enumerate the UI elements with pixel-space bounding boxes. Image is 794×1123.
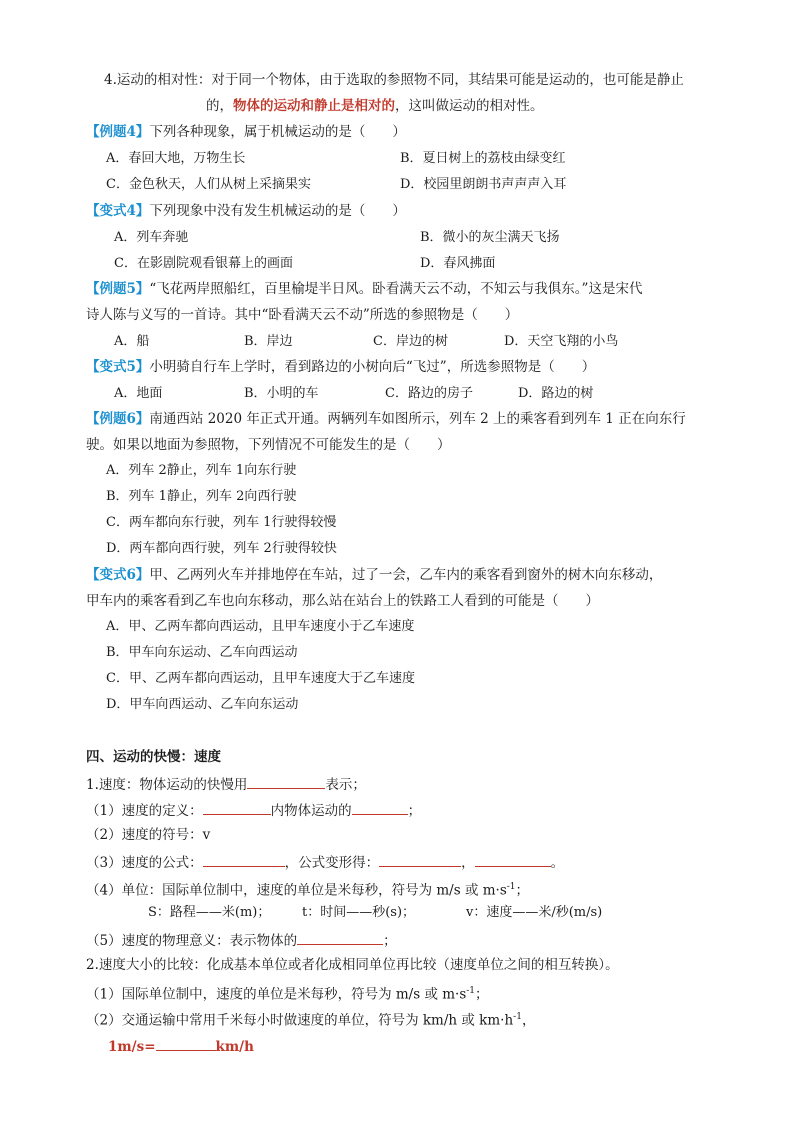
example-5-text-1: “飞花两岸照船红，百里榆堤半日风。卧看满天云不动，不知云与我俱东。”这是宋代 (149, 281, 643, 297)
example-4-option-a: A．春回大地，万物生长 (106, 151, 246, 166)
example-4-option-d: D．校园里朗朗书声声声入耳 (400, 177, 567, 192)
example-6-question-line-1 (86, 410, 686, 428)
example-5-option-c: C．岸边的树 (373, 334, 448, 349)
blank-conversion (156, 1036, 216, 1051)
variant-5-option-a: A．地面 (114, 386, 163, 401)
variant-4-option-c: C．在影剧院观看银幕上的画面 (114, 256, 293, 271)
example-4-question (86, 123, 406, 141)
unit-conversion-line (108, 1036, 254, 1056)
variant-4-text: 下列现象中没有发生机械运动的是（ ） (149, 203, 406, 219)
example-6-option-c: C．两车都向东行驶，列车 1行驶得较慢 (106, 515, 337, 530)
example-4-tag: 【例题4】 (86, 124, 150, 140)
variant-6-option-a: A．甲、乙两车都向西运动，且甲车速度小于乙车速度 (106, 619, 415, 634)
variant-6-question-line-2: 甲车内的乘客看到乙车也向东移动，那么站在站台上的铁路工人看到的可能是（ ） (86, 593, 599, 609)
speed-line-2b: 内物体运动的 (270, 803, 352, 819)
symbol-t-definition: t：时间——秒(s)； (302, 905, 416, 920)
variant-4-question (86, 202, 406, 220)
relativity-line-1 (104, 71, 684, 89)
speed-line-5-superscript: -1 (506, 882, 516, 892)
example-6-option-d: D．两车都向西行驶，列车 2行驶得较快 (106, 541, 337, 556)
example-6-question-line-2: 驶。如果以地面为参照物，下列情况不可能发生的是（ ） (86, 437, 451, 453)
variant-6-option-d: D．甲车向西运动、乙车向东运动 (106, 697, 299, 712)
speed-meaning-line (86, 930, 397, 950)
blank-formula-variant-2 (475, 852, 551, 867)
variant-5-option-b: B．小明的车 (244, 386, 319, 401)
blank-physical-meaning (297, 930, 383, 945)
example-6-option-b: B．列车 1静止，列车 2向西行驶 (106, 489, 297, 504)
speed-symbol-line: （2）速度的符号：v (86, 827, 211, 843)
example-4-option-c: C．金色秋天，人们从树上采摘果实 (106, 177, 311, 192)
speed-line-4d: 。 (550, 855, 565, 871)
variant-4-option-b: B．微小的灰尘满天飞扬 (420, 230, 560, 245)
speed-formula-line (86, 852, 564, 872)
speed-line-10b: ， (521, 1012, 536, 1029)
speed-line-4c: ， (461, 855, 475, 871)
speed-compare-line: 2.速度大小的比较：化成基本单位或者化成相同单位再比较（速度单位之间的相互转换）。 (86, 957, 619, 973)
speed-line-9a: （1）国际单位制中，速度的单位是米每秒，符号为 m/s 或 m·s (86, 986, 467, 1003)
variant-4-option-a: A．列车奔驰 (114, 230, 189, 245)
speed-line-9-superscript: -1 (466, 986, 476, 996)
speed-line-4b: ，公式变形得： (284, 855, 380, 871)
blank-distance (352, 800, 408, 815)
si-unit-line (86, 982, 489, 1004)
example-5-question-line-1 (86, 280, 642, 298)
symbol-v-definition: v：速度——米/秒(m/s) (466, 905, 603, 920)
variant-6-option-c: C．甲、乙两车都向西运动，且甲车速度大于乙车速度 (106, 671, 415, 686)
blank-unit-time (203, 800, 271, 815)
variant-5-tag: 【变式5】 (86, 359, 150, 375)
variant-5-option-d: D．路边的树 (518, 386, 594, 401)
section-4-title: 四、运动的快慢：速度 (86, 749, 221, 765)
speed-line-7a: （5）速度的物理意义：表示物体的 (86, 933, 298, 949)
variant-5-option-c: C．路边的房子 (385, 386, 473, 401)
example-6-text-1: 南通西站 2020 年正式开通。两辆列车如图所示，列车 2 上的乘客看到列车 1 正在向东行 (149, 411, 686, 427)
variant-6-option-b: B．甲车向东运动、乙车向西运动 (106, 645, 298, 660)
example-4-text: 下列各种现象，属于机械运动的是（ ） (149, 124, 406, 140)
relativity-text-1: 4.运动的相对性：对于同一个物体，由于选取的参照物不同，其结果可能是运动的，也可能是静止 (104, 72, 684, 88)
speed-line-7b: ； (383, 933, 397, 949)
relativity-text-2a: 的， (206, 98, 233, 114)
speed-line-10-superscript: -1 (513, 1012, 522, 1022)
speed-def-line (86, 800, 421, 820)
speed-line-1a: 1.速度：物体运动的快慢用 (86, 777, 248, 793)
variant-6-tag: 【变式6】 (86, 567, 150, 583)
example-5-tag: 【例题5】 (86, 281, 150, 297)
relativity-line-2 (206, 97, 544, 115)
symbol-s-definition: S：路程——米(m)； (148, 905, 271, 920)
speed-line-5b: ； (515, 882, 530, 899)
conversion-right: km/h (215, 1039, 254, 1055)
example-5-option-a: A．船 (114, 334, 150, 349)
blank-formula (203, 852, 285, 867)
speed-line-9b: ； (475, 986, 489, 1003)
relativity-emphasis: 物体的运动和静止是相对的 (233, 98, 395, 114)
variant-4-tag: 【变式4】 (86, 203, 150, 219)
variant-5-question (86, 358, 595, 376)
conversion-left: 1m/s= (108, 1039, 156, 1055)
example-5-option-b: B．岸边 (244, 334, 293, 349)
speed-unit-line (86, 878, 529, 900)
variant-4-option-d: D．春风拂面 (420, 256, 496, 271)
speed-line-1b: 表示； (325, 777, 366, 793)
variant-6-text-1: 甲、乙两列火车并排地停在车站，过了一会，乙车内的乘客看到窗外的树木向东移动， (149, 567, 663, 583)
example-6-option-a: A．列车 2静止，列车 1向东行驶 (106, 463, 297, 478)
speed-line-10a: （2）交通运输中常用千米每小时做速度的单位，符号为 km/h 或 km·h (86, 1012, 514, 1029)
blank-speed-meaning (247, 774, 325, 789)
example-6-tag: 【例题6】 (86, 411, 150, 427)
speed-line-2c: ； (407, 803, 422, 819)
variant-6-question-line-1 (86, 566, 662, 584)
variant-5-text: 小明骑自行车上学时，看到路边的小树向后“飞过”，所选参照物是（ ） (149, 359, 596, 375)
example-4-option-b: B．夏日树上的荔枝由绿变红 (400, 151, 566, 166)
speed-line-4a: （3）速度的公式： (86, 855, 203, 871)
speed-line-5a: （4）单位：国际单位制中，速度的单位是米每秒，符号为 m/s 或 m·s (86, 882, 507, 899)
relativity-text-2c: ，这叫做运动的相对性。 (395, 98, 544, 114)
traffic-unit-line (86, 1008, 535, 1030)
example-5-question-line-2: 诗人陈与义写的一首诗。其中“卧看满天云不动”所选的参照物是（ ） (86, 307, 519, 323)
speed-definition-line (86, 774, 366, 794)
speed-line-2a: （1）速度的定义： (86, 803, 203, 819)
example-5-option-d: D．天空飞翔的小鸟 (504, 334, 619, 349)
blank-formula-variant-1 (379, 852, 461, 867)
